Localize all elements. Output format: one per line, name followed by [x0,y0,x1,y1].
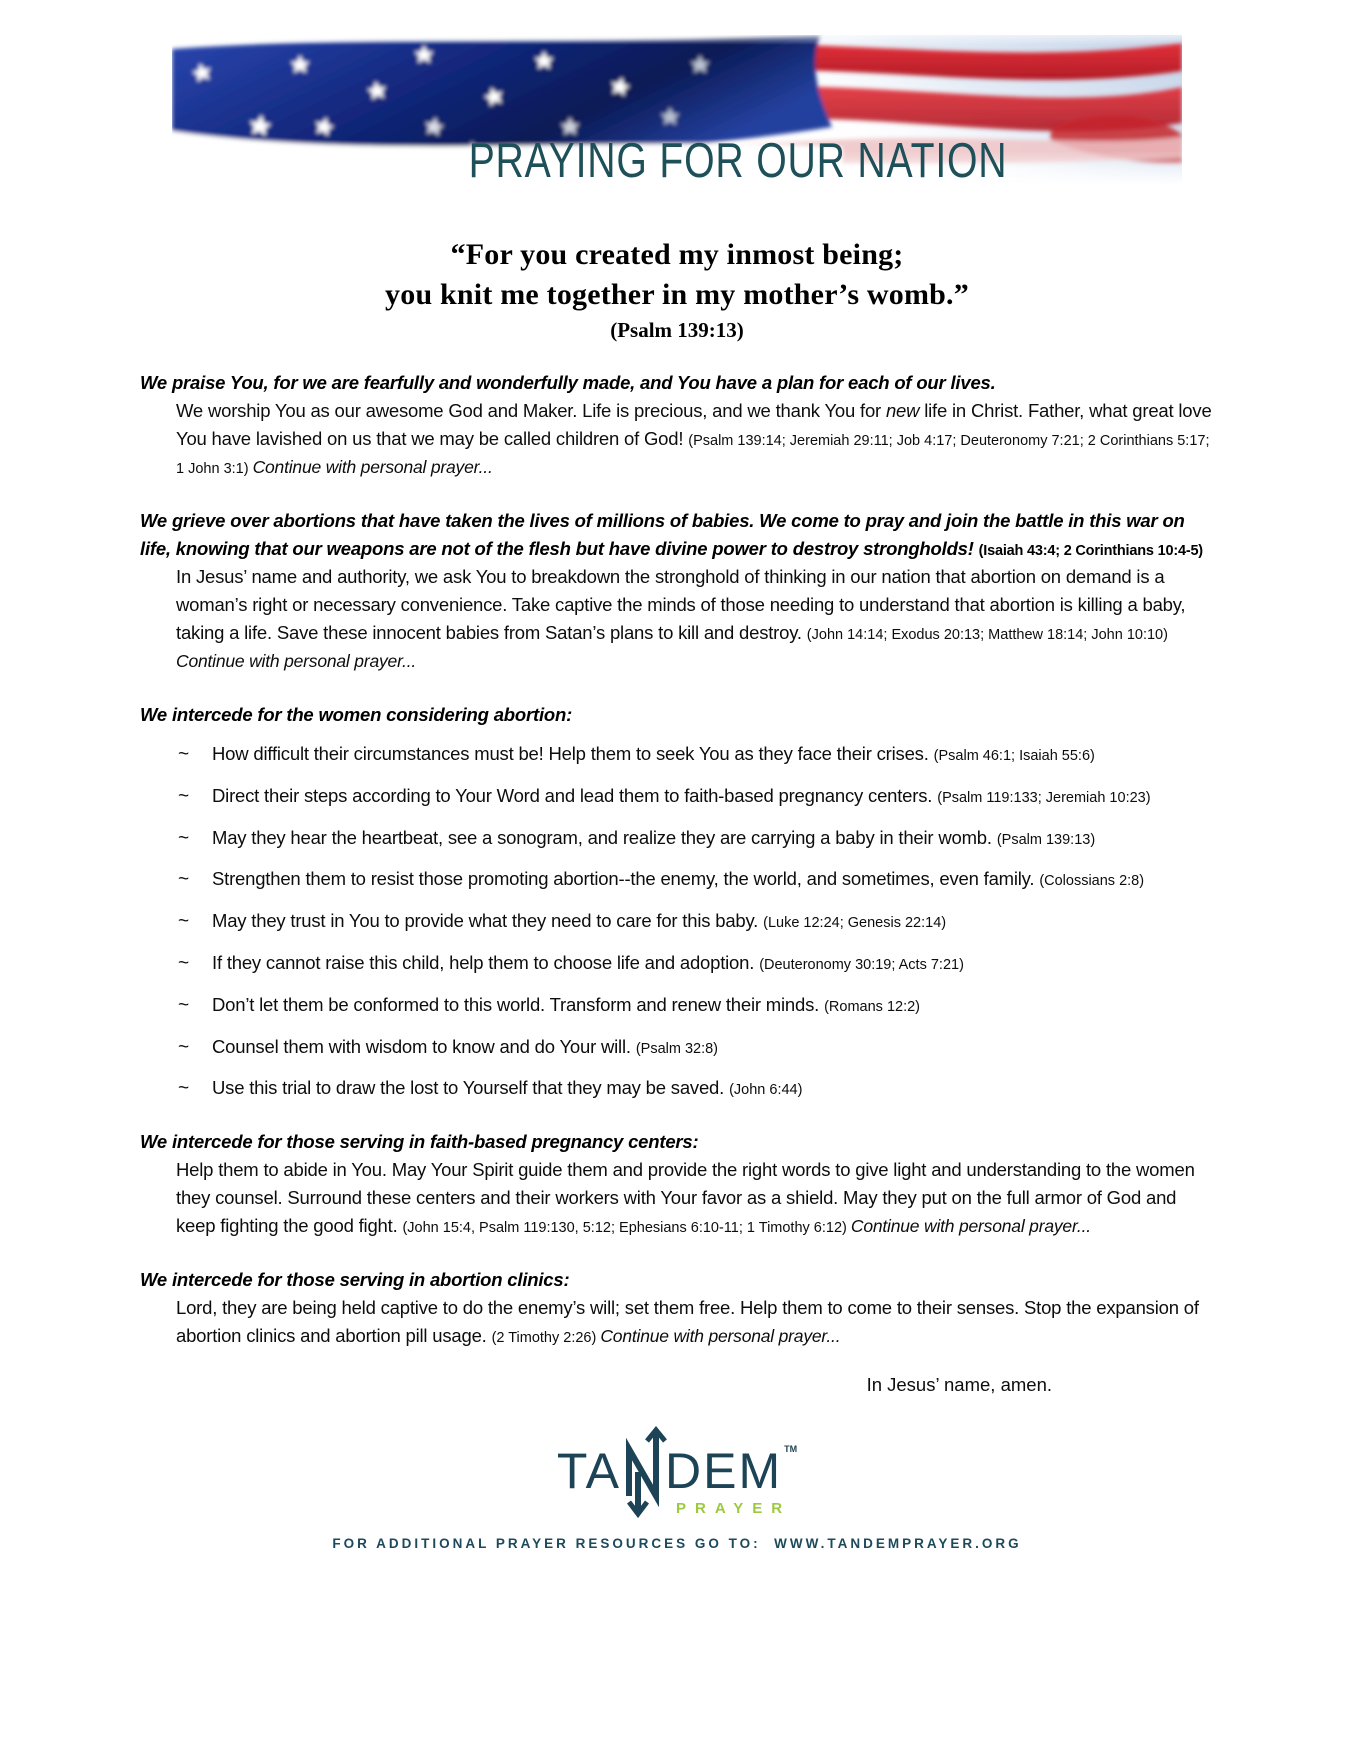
section-heading-text: We grieve over abortions that have taken the lives of millions of babies. We come to pray and join the battle in this war on life, knowing that our weapons are not of the flesh but have divine power to destroy strongholds! [140,510,1185,560]
prayer-section-women [140,701,1214,1102]
list-item [140,1075,1214,1102]
continue-prompt: Continue with personal prayer... [600,1326,841,1347]
body-text: In Jesus’ name and authority, we ask You to breakdown the stronghold of thinking in our nation that abortion on demand is a woman’s right or necessary convenience. Take captive the minds of those needing to understand that abortion is killing a baby, taking a life. Save these innocent babies from Satan’s plans to kill and destroy. [176,565,1186,643]
body-text: life in Christ. Father, what great love You have lavished on us that we may be called children of God! [176,399,1212,450]
section-body [176,563,1214,675]
list-item [140,992,1214,1019]
closing-amen: In Jesus’ name, amen. [866,1374,1052,1396]
scripture-citation: (Romans 12:2) [824,998,920,1015]
tilde-bullet-icon: ~ [178,953,189,975]
bullet-text: If they cannot raise this child, help them to choose life and adoption. [212,952,755,974]
tilde-bullet-icon: ~ [178,911,189,933]
list-item [140,950,1214,977]
scripture-citation: (John 14:14; Exodus 20:13; Matthew 18:14; John 10:10) [806,626,1168,643]
trademark-symbol: TM [784,1444,798,1455]
quote-line: “For you created my inmost being; [450,238,904,271]
tandem-logo [557,1442,797,1517]
section-body [176,1294,1214,1350]
bullet-text: Use this trial to draw the lost to Yourself that they may be saved. [212,1077,725,1099]
scripture-citation: (Isaiah 43:4; 2 Corinthians 10:4-5) [978,543,1203,560]
logo-text-right: DEM [665,1443,783,1500]
body-text: Help them to abide in You. May Your Spirit guide them and provide the right words to give light and understanding to the women they counsel. Surround these centers and their workers with Your favor as a shield. May they put on the full armor of God and keep fighting the good fight. [176,1159,1195,1237]
bullet-text: Don’t let them be conformed to this world. Transform and renew their minds. [212,993,820,1015]
scripture-quote [140,235,1214,343]
continue-prompt: Continue with personal prayer... [850,1216,1091,1237]
tandem-n-arrows-icon [625,1446,661,1496]
scripture-citation: (Psalm 139:13) [996,831,1096,848]
bullet-text: Direct their steps according to Your Word and lead them to faith-based pregnancy centers. [212,784,933,806]
footer [140,1442,1214,1551]
list-item [140,825,1214,852]
scripture-citation: (Deuteronomy 30:19; Acts 7:21) [759,957,964,974]
tilde-bullet-icon: ~ [178,869,189,891]
scripture-citation: (John 6:44) [729,1082,803,1099]
resources-url-line: FOR ADDITIONAL PRAYER RESOURCES GO TO: WWW.TANDEMPRAYER.ORG [332,1536,1022,1552]
bullet-text: Counsel them with wisdom to know and do Your will. [212,1035,631,1057]
tilde-bullet-icon: ~ [178,785,189,807]
list-item [140,783,1214,810]
tandem-logo-wordmark [556,1442,798,1500]
body-text: Lord, they are being held captive to do the enemy’s will; set them free. Help them to come to their senses. Stop the expansion of abortion clinics and abortion pill usage. [176,1297,1199,1347]
section-heading: We intercede for the women considering abortion: [140,704,573,726]
scripture-citation: (Psalm 32:8) [635,1040,719,1057]
section-body [176,1156,1214,1240]
bullet-list [140,741,1214,1102]
tilde-bullet-icon: ~ [178,994,189,1016]
tilde-bullet-icon: ~ [178,743,189,765]
scripture-citation: (Psalm 119:133; Jeremiah 10:23) [937,789,1151,806]
tilde-bullet-icon: ~ [178,1036,189,1058]
scripture-citation: (2 Timothy 2:26) [491,1330,601,1347]
prayer-section-praise [140,369,1214,481]
scripture-citation: (Psalm 46:1; Isaiah 55:6) [933,747,1095,764]
bullet-text: May they hear the heartbeat, see a sonogram, and realize they are carrying a baby in their womb. [212,826,992,848]
scripture-citation: (John 15:4, Psalm 119:130, 5:12; Ephesians 6:10-11; 1 Timothy 6:12) [402,1220,851,1237]
continue-prompt: Continue with personal prayer... [252,457,493,478]
quote-reference: (Psalm 139:13) [610,318,744,343]
list-item [140,866,1214,893]
bullet-text: How difficult their circumstances must be! Help them to seek You as they face their crises. [212,742,929,764]
tilde-bullet-icon: ~ [178,827,189,849]
section-heading: We praise You, for we are fearfully and wonderfully made, and You have a plan for each of our lives. [140,372,996,394]
banner [172,35,1182,188]
body-text-italic: new [885,399,920,421]
quote-line: you knit me together in my mother’s womb.” [385,277,969,311]
section-heading: We intercede for those serving in abortion clinics: [140,1269,570,1291]
logo-subtitle: PRAYER [676,1500,792,1518]
prayer-section-grieve [140,507,1214,675]
section-body [176,397,1214,481]
prayer-section-abortion-clinics [140,1266,1214,1350]
list-item [140,1034,1214,1061]
page-title: PRAYING FOR OUR NATION [468,134,1008,188]
scripture-citation: (Colossians 2:8) [1039,873,1145,890]
section-heading [140,507,1214,563]
body-text: We worship You as our awesome God and Maker. Life is precious, and we thank You for [176,399,886,421]
scripture-citation: (Psalm 139:14; Jeremiah 29:11; Job 4:17; Deuteronomy 7:21; 2 Corinthians 5:17; 1 John 3:1) [176,433,1210,478]
list-item [140,741,1214,768]
logo-text-left: TA [556,1443,622,1500]
section-heading: We intercede for those serving in faith-based pregnancy centers: [140,1131,699,1153]
bullet-text: May they trust in You to provide what they need to care for this baby. [212,910,759,932]
tilde-bullet-icon: ~ [178,1078,189,1100]
list-item [140,908,1214,935]
continue-prompt: Continue with personal prayer... [176,651,417,672]
scripture-citation: (Luke 12:24; Genesis 22:14) [763,915,947,932]
bullet-text: Strengthen them to resist those promoting abortion--the enemy, the world, and sometimes, even family. [212,868,1035,890]
prayer-section-pregnancy-centers [140,1128,1214,1240]
